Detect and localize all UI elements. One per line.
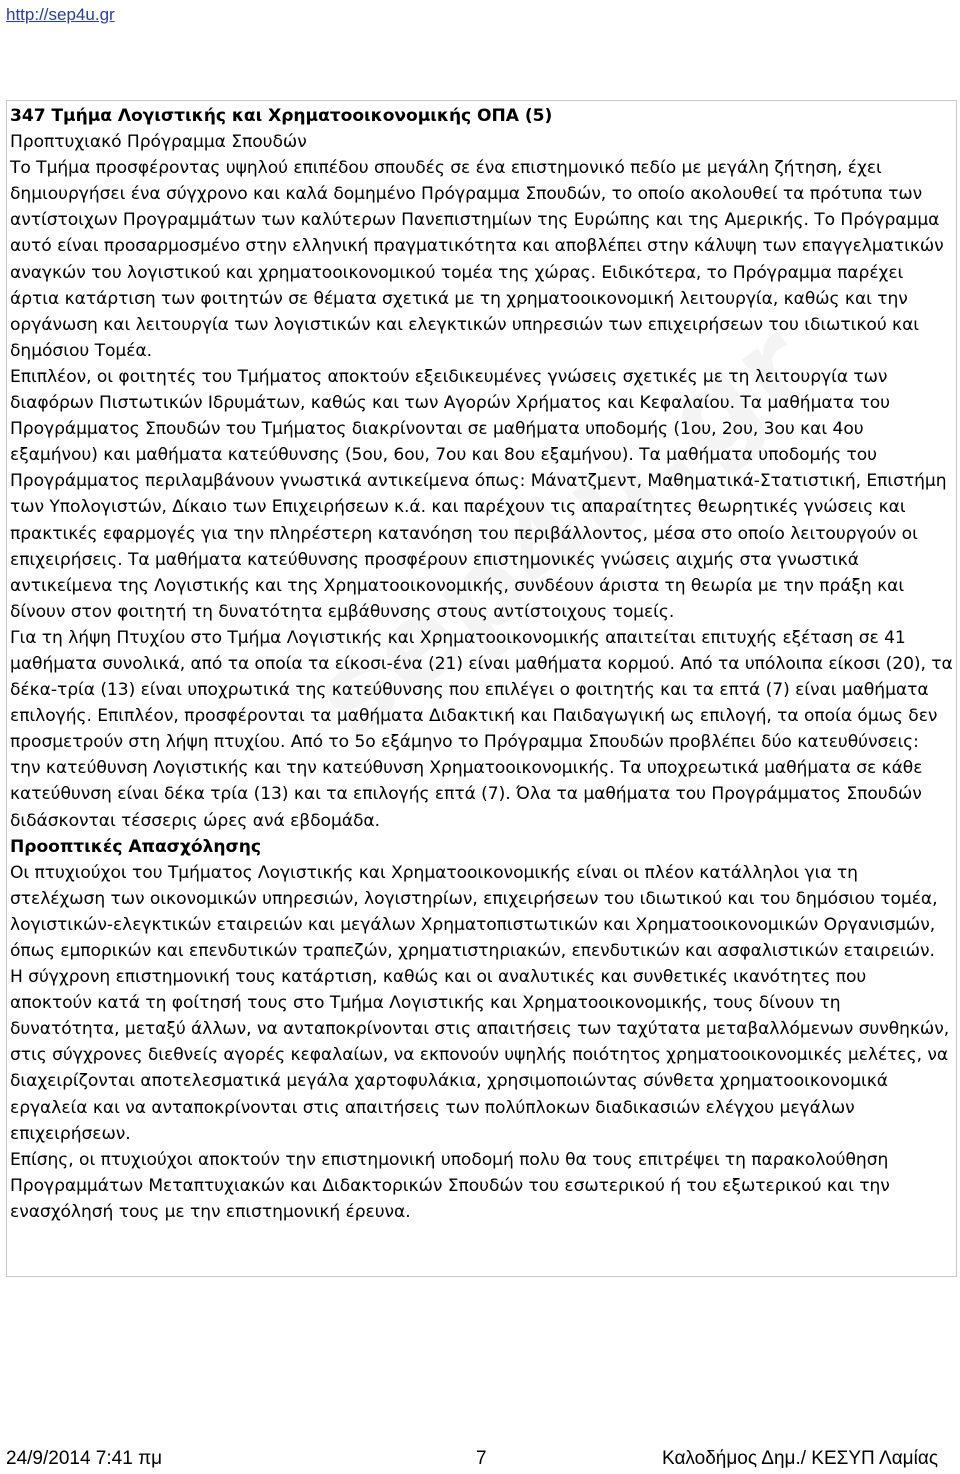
paragraph-postgraduate: Επίσης, οι πτυχιούχοι αποκτούν την επιστημονική υποδομή πολυ θα τους επιτρέψει τη παρακολούθηση Προγραμμάτων Μεταπτυχιακών και Διδακτορικών Σπουδών του εσωτερικού ή του εξωτερικού και την ενασχόλησή τους με την επιστημονική έρευνα. xyxy=(10,1149,890,1222)
paragraph-employment: Οι πτυχιούχοι του Τμήματος Λογιστικής και Χρηματοοικονομικής είναι οι πλέον κατάλληλοι για τη στελέχωση των οικονομικών υπηρεσιών, λογιστηρίων, επιχειρήσεων του ιδιωτικού και του δημόσιου τομέα, λογιστικών-ελεγκτικών εταιρειών και μεγάλων Χρηματοπιστωτικών και Χρηματοοικονομικών Οργανισμών, όπως εμπορικών και επενδυτικών τραπεζών, χρηματιστηριακών, επενδυτικών και ασφαλιστικών εταιρειών. Η σύγχρονη επιστημονική τους κατάρτιση, καθώς και οι αναλυτικές και συνθετικές ικανότητες που αποκτούν κατά τη φοίτησή τους στο Τμήμα Λογιστικής και Χρηματοοικονομικής, τους δίνουν τη δυνατότητα, μεταξύ άλλων, να ανταποκρίνονται στις απαιτήσεις των ταχύτατα μεταβαλλόμενων συνθηκών, στις σύγχρονες διεθνείς αγορές κεφαλαίων, να εκπονούν υψηλής ποιότητος χρηματοοικονομικές μελέτες, να διαχειρίζονται αποτελεσματικά μεγάλα χαρτοφυλάκια, χρησιμοποιώντας σύνθετα χρηματοοικονομικά εργαλεία και να ανταποκρίνονται στις απαιτήσεις των πολύπλοκων διαδικασιών ελέγχου μεγάλων επιχειρήσεων. xyxy=(10,862,950,1144)
document-subtitle: Προπτυχιακό Πρόγραμμα Σπουδών xyxy=(10,132,307,153)
source-link[interactable]: http://sep4u.gr xyxy=(6,5,115,24)
section-heading-employment: Προοπτικές Απασχόλησης xyxy=(10,836,261,857)
document-title: 347 Τμήμα Λογιστικής και Χρηματοοικονομικής ΟΠΑ (5) xyxy=(10,106,553,126)
document-body xyxy=(6,100,957,1277)
footer-page-number: 7 xyxy=(476,1448,487,1469)
paragraph-curriculum: Επιπλέον, οι φοιτητές του Τμήματος αποκτούν εξειδικευμένες γνώσεις σχετικές με τη λειτουργία των διαφόρων Πιστωτικών Ιδρυμάτων, καθώς και των Αγορών Χρήματος και Κεφαλαίου. Τα μαθήματα του Προγράμματος Σπουδών του Τμήματος διακρίνονται σε μαθήματα υποδομής (1ου, 2ου, 3ου και 4ου εξαμήνου) και μαθήματα κατεύθυνσης (5ου, 6ου, 7ου και 8ου εξαμήνου). Τα μαθήματα υποδομής του Προγράμματος περιλαμβάνουν γνωστικά αντικείμενα όπως: Μάνατζμεντ, Μαθηματικά-Στατιστική, Επιστήμη των Υπολογιστών, Δίκαιο των Επιχειρήσεων κ.ά. και παρέχουν τις απαραίτητες θεωρητικές γνώσεις και πρακτικές εφαρμογές για την πληρέστερη κατανόηση του περιβάλλοντος, μέσα στο οποίο λειτουργούν οι επιχειρήσεις. Τα μαθήματα κατεύθυνσης προσφέρουν επιστημονικές γνώσεις αιχμής στα γνωστικά αντικείμενα της Λογιστικής και της Χρηματοοικονομικής, συνδέουν άριστα τη θεωρία με την πράξη και δίνουν στον φοιτητή τη δυνατότητα εμβάθυνσης στους αντίστοιχους τομείς. xyxy=(10,366,947,622)
footer-date: 24/9/2014 7:41 πμ xyxy=(6,1448,163,1469)
footer-organization: Καλοδήμος Δημ./ ΚΕΣΥΠ Λαμίας xyxy=(662,1448,938,1469)
paragraph-degree-requirements: Για τη λήψη Πτυχίου στο Τμήμα Λογιστικής και Χρηματοοικονομικής απαιτείται επιτυχής εξέταση σε 41 μαθήματα συνολικά, από τα οποία τα είκοσι-ένα (21) είναι μαθήματα κορμού. Από τα υπόλοιπα είκοσι (20), τα δέκα-τρία (13) είναι υποχρωτικά της κατεύθυνσης που επιλέγει ο φοιτητής και τα επτά (7) είναι μαθήματα επιλογής. Επιπλέον, προσφέρονται τα μαθήματα Διδακτική και Παιδαγωγική ως επιλογή, τα οποία όμως δεν προσμετρούν στη λήψη πτυχίου. Από το 5ο εξάμηνο το Πρόγραμμα Σπουδών προβλέπει δύο κατευθύνσεις: την κατεύθυνση Λογιστικής και την κατεύθυνση Χρηματοοικονομικής. Τα υποχρεωτικά μαθήματα σε κάθε κατεύθυνση είναι δέκα τρία (13) και τα επιλογής επτά (7). Όλα τα μαθήματα του Προγράμματος Σπουδών διδάσκονται τέσσερις ώρες ανά εβδομάδα. xyxy=(10,627,953,831)
page-footer xyxy=(0,1448,960,1474)
paragraph-intro: Το Τμήμα προσφέροντας υψηλού επιπέδου σπουδές σε ένα επιστημονικό πεδίο με μεγάλη ζήτηση, έχει δημιουργήσει ένα σύγχρονο και καλά δομημένο Πρόγραμμα Σπουδών, το οποίο ακολουθεί τα πρότυπα των αντίστοιχων Προγραμμάτων των καλύτερων Πανεπιστημίων της Ευρώπης και της Αμερικής. Το Πρόγραμμα αυτό είναι προσαρμοσμένο στην ελληνική πραγματικότητα και αποβλέπει στην κάλυψη των επαγγελματικών αναγκών του λογιστικού και χρηματοοικονομικού τομέα της χώρας. Ειδικότερα, το Πρόγραμμα παρέχει άρτια κατάρτιση των φοιτητών σε θέματα σχετικά με τη χρηματοοικονομική λειτουργία, καθώς και την οργάνωση και λειτουργία των λογιστικών και ελεγκτικών υπηρεσιών των επιχειρήσεων του ιδιωτικού και δημόσιου Τομέα. xyxy=(10,158,944,361)
